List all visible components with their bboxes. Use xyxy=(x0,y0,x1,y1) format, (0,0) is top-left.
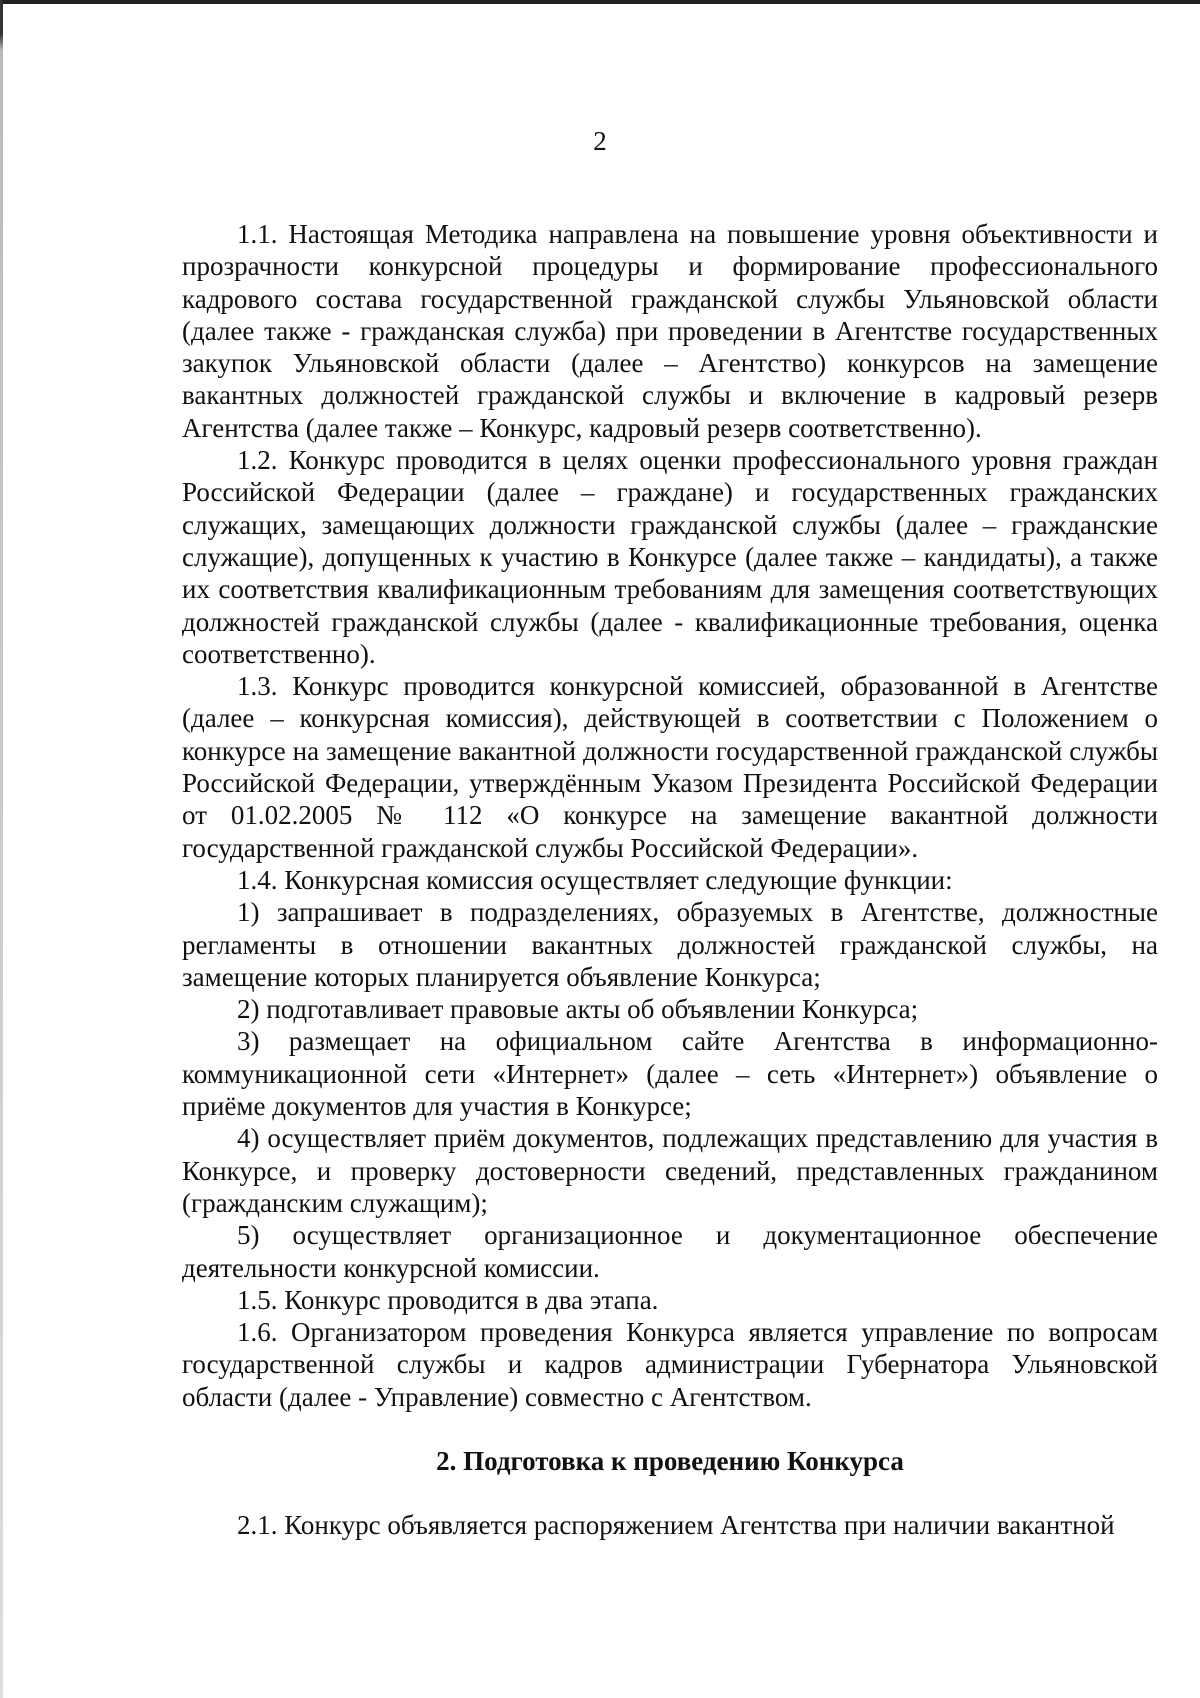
list-item-4: 4) осуществляет приём документов, подлежащих представлению для участия в Конкурсе, и проверку достоверности сведений, представленных гражданином (гражданским служащим); xyxy=(182,1123,1158,1218)
list-item-3: 3) размещает на официальном сайте Агентства в информационно-коммуникационной сети «Интернет» (далее – сеть «Интернет») объявление о приёме документов для участия в Конкурсе; xyxy=(182,1026,1158,1122)
paragraph-1-3: 1.3. Конкурс проводится конкурсной комиссией, образованной в Агентстве (далее – конкурсная комиссия), действующей в соответствии с Положением о конкурсе на замещение вакантной должности государственной гражданской службы Российской Федерации, утверждённым Указом Президента Российской Федерации от 01.02.2005 № 112 «О конкурсе на замещение вакантной должности государственной гражданской службы Российской Федерации». xyxy=(182,671,1158,863)
paragraph-1-6: 1.6. Организатором проведения Конкурса является управление по вопросам государственной службы и кадров администрации Губернатора Ульяновской области (далее - Управление) совместно с Агентством. xyxy=(182,1317,1158,1412)
paragraph-2-1: 2.1. Конкурс объявляется распоряжением Агентства при наличии вакантной xyxy=(237,1510,1115,1541)
paragraph-1-4: 1.4. Конкурсная комиссия осуществляет следующие функции: xyxy=(237,864,953,895)
scan-top-edge xyxy=(0,0,1200,4)
list-item-1: 1) запрашивает в подразделениях, образуемых в Агентстве, должностные регламенты в отношении вакантных должностей гражданской службы, на замещение которых планируется объявление Конкурса; xyxy=(182,897,1158,992)
list-item-5: 5) осуществляет организационное и документационное обеспечение деятельности конкурсной комиссии. xyxy=(182,1220,1158,1283)
section-heading: 2. Подготовка к проведению Конкурса xyxy=(436,1445,904,1476)
list-item-2: 2) подготавливает правовые акты об объявлении Конкурса; xyxy=(237,994,919,1025)
scan-left-edge xyxy=(0,0,3,1698)
page-number: 2 xyxy=(593,126,607,156)
paragraph-1-2: 1.2. Конкурс проводится в целях оценки профессионального уровня граждан Российской Федерации (далее – граждане) и государственных гражданских служащих, замещающих должности гражданской службы (далее – гражданские служащие), допущенных к участию в Конкурсе (далее также – кандидаты), а также их соответствия квалификационным требованиям для замещения соответствующих должностей гражданской службы (далее - квалификационные требования, оценка соответственно). xyxy=(182,445,1158,669)
paragraph-1-1: 1.1. Настоящая Методика направлена на повышение уровня объективности и прозрачности конкурсной процедуры и формирование профессионального кадрового состава государственной гражданской службы Ульяновской области (далее также - гражданская служба) при проведении в Агентстве государственных закупок Ульяновской области (далее – Агентство) конкурсов на замещение вакантных должностей гражданской службы и включение в кадровый резерв Агентства (далее также – Конкурс, кадровый резерв соответственно). xyxy=(182,219,1158,443)
document-body xyxy=(182,218,1158,1542)
paragraph-1-5: 1.5. Конкурс проводится в два этапа. xyxy=(237,1284,659,1315)
